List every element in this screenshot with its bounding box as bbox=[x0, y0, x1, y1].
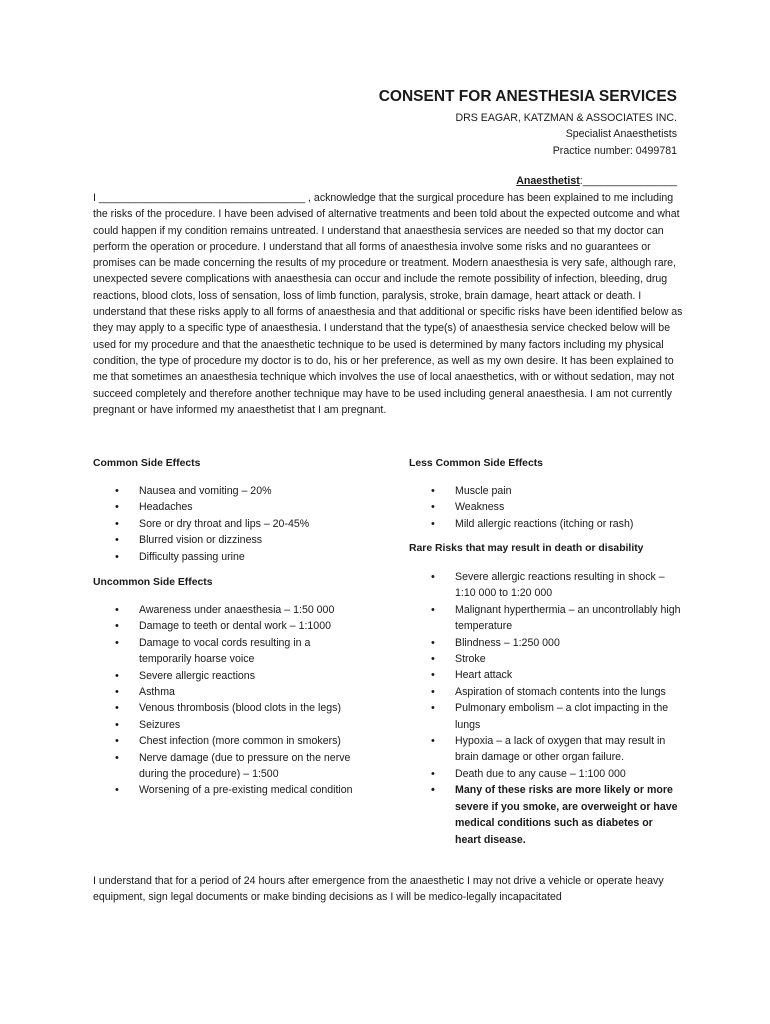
post-anaesthetic-notice: I understand that for a period of 24 hours after emergence from the anaesthetic I may not drive a vehicle or operate heavy equipment, sign legal documents or make binding decisions as I will be medico-legally incapacitated bbox=[93, 875, 664, 904]
list-item: • Pulmonary embolism – a clot impacting in the lungs bbox=[409, 700, 681, 733]
less-common-side-effects-list bbox=[409, 483, 681, 532]
list-item: • Awareness under anaesthesia – 1:50 000 bbox=[93, 602, 365, 618]
list-item: • Nausea and vomiting – 20% bbox=[93, 483, 363, 499]
list-item: • Sore or dry throat and lips – 20-45% bbox=[93, 516, 363, 532]
list-item: • Damage to teeth or dental work – 1:1000 bbox=[93, 618, 365, 634]
anaesthetist-blank: :________________ bbox=[579, 175, 677, 187]
list-item: • Headaches bbox=[93, 499, 363, 515]
list-item: • Malignant hyperthermia – an uncontrollably high temperature bbox=[409, 602, 681, 635]
list-item: • Stroke bbox=[409, 651, 681, 667]
list-item: • Damage to vocal cords resulting in a temporarily hoarse voice bbox=[93, 635, 365, 668]
list-item: • Muscle pain bbox=[409, 483, 681, 499]
anaesthetist-label: Anaesthetist bbox=[516, 175, 580, 187]
company-subtitle: Specialist Anaesthetists bbox=[565, 128, 677, 140]
company-name: DRS EAGAR, KATZMAN & ASSOCIATES INC. bbox=[455, 112, 677, 124]
list-item: • Aspiration of stomach contents into the lungs bbox=[409, 684, 681, 700]
list-item: • Chest infection (more common in smokers) bbox=[93, 733, 365, 749]
uncommon-side-effects-heading: Uncommon Side Effects bbox=[93, 577, 213, 588]
rare-risks-heading: Rare Risks that may result in death or disability bbox=[409, 543, 644, 554]
list-item: • Difficulty passing urine bbox=[93, 549, 363, 565]
consent-paragraph: I ___________________________________ , acknowledge that the surgical procedure has been explained to me including the risks of the procedure. I have been advised of alternative treatments and been told about the expected outcome and what could happen if my condition remains untreated. I understand that anaesthesia services are needed so that my doctor can perform the operation or procedure. I understand that all forms of anaesthesia involve some risks and no guarantees or promises can be made concerning the results of my procedure or treatment. Modern anaesthesia is very safe, although rare, unexpected severe complications with anaesthesia can occur and include the remote possibility of infection, bleeding, drug reactions, blood clots, loss of sensation, loss of limb function, paralysis, stroke, brain damage, heart attack or death. I understand that these risks apply to all forms of anaesthesia and that additional or specific risks have been identified below as they may apply to a specific type of anaesthesia. I understand that the type(s) of anaesthesia service checked below will be used for my procedure and that the anaesthetic technique to be used is determined by many factors including my physical condition, the type of procedure my doctor is to do, his or her preference, as well as my own desire. It has been explained to me that sometimes an anaesthesia technique which involves the use of local anaesthetics, with or without sedation, may not succeed completely and therefore another technique may have to be used including general anaesthesia. I am not currently pregnant or have informed my anaesthetist that I am pregnant. bbox=[93, 192, 683, 416]
list-item: • Worsening of a pre-existing medical condition bbox=[93, 782, 365, 798]
common-side-effects-heading: Common Side Effects bbox=[93, 458, 201, 469]
anaesthetist-field bbox=[516, 175, 677, 187]
list-item: • Blurred vision or dizziness bbox=[93, 532, 363, 548]
list-item: • Asthma bbox=[93, 684, 365, 700]
list-item: • Severe allergic reactions bbox=[93, 668, 365, 684]
list-item: • Death due to any cause – 1:100 000 bbox=[409, 766, 681, 782]
document-title: CONSENT FOR ANESTHESIA SERVICES bbox=[378, 88, 677, 105]
rare-risks-list bbox=[409, 569, 681, 848]
list-item: • Seizures bbox=[93, 717, 365, 733]
smoking-risk-note: • Many of these risks are more likely or more severe if you smoke, are overweight or have medical conditions such as diabetes or heart disease. bbox=[409, 782, 681, 848]
list-item: • Weakness bbox=[409, 499, 681, 515]
common-side-effects-list bbox=[93, 483, 363, 565]
uncommon-side-effects-list bbox=[93, 602, 365, 799]
list-item: • Nerve damage (due to pressure on the nerve during the procedure) – 1:500 bbox=[93, 750, 365, 783]
list-item: • Blindness – 1:250 000 bbox=[409, 635, 681, 651]
list-item: • Heart attack bbox=[409, 667, 681, 683]
list-item: • Hypoxia – a lack of oxygen that may result in brain damage or other organ failure. bbox=[409, 733, 681, 766]
list-item: • Severe allergic reactions resulting in shock – 1:10 000 to 1:20 000 bbox=[409, 569, 681, 602]
list-item: • Venous thrombosis (blood clots in the legs) bbox=[93, 700, 365, 716]
list-item: • Mild allergic reactions (itching or rash) bbox=[409, 516, 681, 532]
less-common-side-effects-heading: Less Common Side Effects bbox=[409, 458, 543, 469]
practice-number: Practice number: 0499781 bbox=[552, 145, 677, 157]
